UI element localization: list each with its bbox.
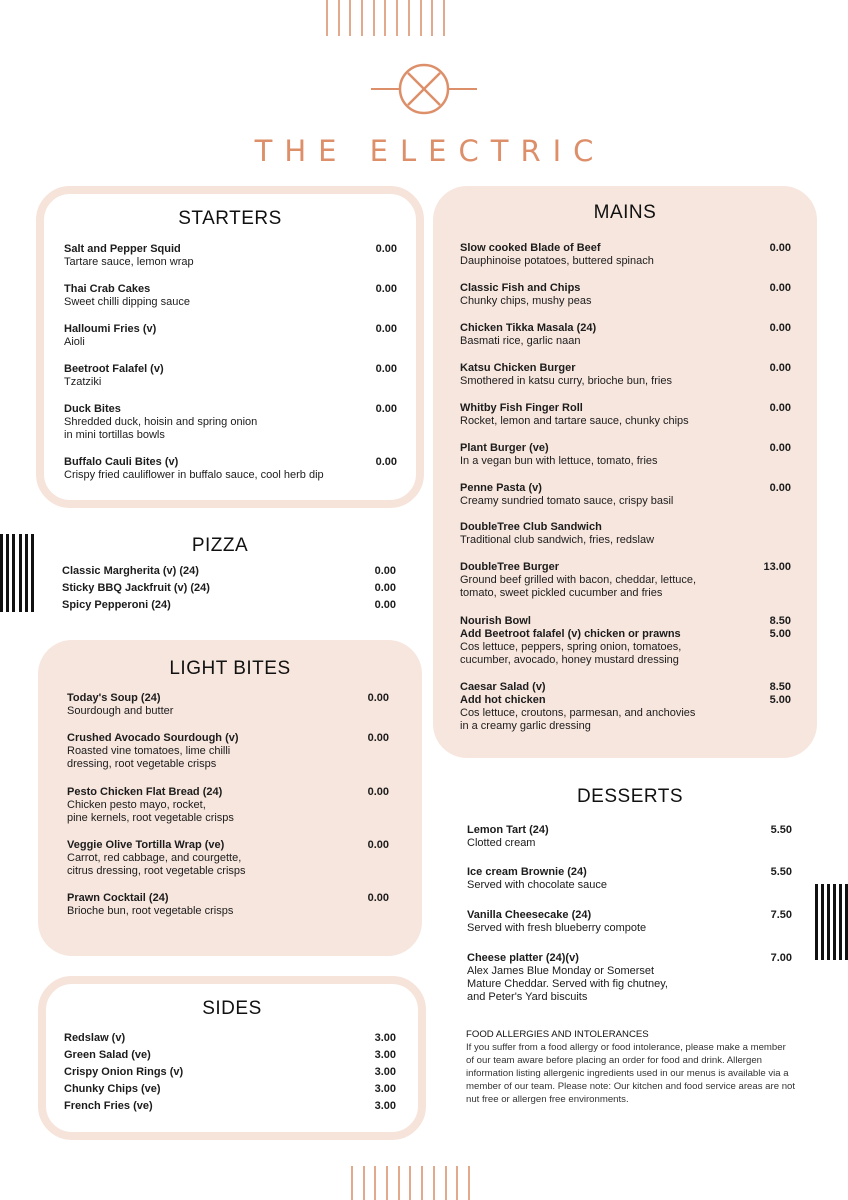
menu-item-name: Duck Bites [64, 403, 121, 415]
menu-item-name: Plant Burger (ve) [460, 442, 549, 454]
menu-item-description: Served with chocolate sauce [467, 879, 608, 891]
menu-item-name: Slow cooked Blade of Beef [460, 242, 601, 254]
allergy-heading: FOOD ALLERGIES AND INTOLERANCES [466, 1029, 649, 1040]
menu-item [467, 824, 549, 850]
menu-item-name: French Fries (ve) [64, 1100, 153, 1112]
menu-item [460, 402, 689, 428]
menu-item-price: 0.00 [374, 565, 396, 577]
menu-item-name: Vanilla Cheesecake (24) [467, 909, 592, 921]
menu-item-description: Creamy sundried tomato sauce, crispy basil [460, 495, 674, 507]
menu-item-price: 0.00 [367, 732, 389, 744]
menu-item-description: Carrot, red cabbage, and courgette, citrus dressing, root vegetable crisps [67, 852, 246, 877]
mains-title: MAINS [593, 202, 657, 223]
allergy-notice [466, 1028, 796, 1106]
menu-item-name: Ice cream Brownie (24) [467, 866, 587, 878]
menu-item-description: Served with fresh blueberry compote [467, 922, 647, 934]
menu-item-price: 0.00 [375, 323, 397, 335]
menu-item [467, 952, 668, 1004]
menu-item [64, 323, 156, 349]
menu-item-price: 0.00 [375, 363, 397, 375]
menu-item-price: 3.00 [374, 1066, 396, 1078]
menu-item-name: Halloumi Fries (v) [64, 323, 157, 335]
sides-title: SIDES [202, 998, 262, 1019]
menu-item-price: 0.00 [769, 362, 791, 374]
allergy-body: If you suffer from a food allergy or food intolerance, please make a member of our team aware before placing an order for food and drink. Allergen information listing allergenic ingredients used in our menus is available via a member of our team. Please note: Our kitchen and food service areas are not nut free or allergen free environments. [466, 1042, 796, 1105]
menu-item-price: 7.50 [770, 909, 792, 921]
menu-item [64, 456, 324, 482]
menu-item [64, 1032, 125, 1045]
left-stripes-decoration [0, 534, 34, 612]
menu-item-name: Green Salad (ve) [64, 1049, 151, 1061]
menu-item-price: 3.00 [374, 1100, 396, 1112]
mains-panel [433, 186, 817, 758]
menu-item-description: Basmati rice, garlic naan [460, 335, 581, 347]
menu-item-price: 3.00 [374, 1083, 396, 1095]
menu-item-description: Brioche bun, root vegetable crisps [67, 905, 234, 917]
menu-item [460, 561, 696, 600]
menu-item-description: Smothered in katsu curry, brioche bun, fries [460, 375, 672, 387]
menu-item-name: Redslaw (v) [64, 1032, 126, 1044]
menu-item-name: DoubleTree Burger [460, 561, 560, 573]
menu-item [64, 1049, 151, 1062]
brand-name: THE ELECTRIC [254, 134, 606, 168]
menu-item-price: 0.00 [769, 242, 791, 254]
menu-item-name: Lemon Tart (24) [467, 824, 549, 836]
menu-item-description: Cos lettuce, croutons, parmesan, and anchovies in a creamy garlic dressing [460, 707, 696, 732]
top-stripes-decoration [326, 0, 445, 36]
menu-item-description: Chunky chips, mushy peas [460, 295, 592, 307]
menu-item-description: Sourdough and butter [67, 705, 174, 717]
menu-item-description: Tartare sauce, lemon wrap [64, 256, 194, 268]
menu-item [460, 282, 591, 308]
menu-item [460, 362, 672, 388]
menu-item-price: 0.00 [375, 456, 397, 468]
menu-item-price: 8.50 5.00 [769, 681, 791, 706]
menu-item [64, 363, 164, 389]
menu-item-name: Classic Fish and Chips [460, 282, 581, 294]
menu-item [460, 322, 596, 348]
menu-item-description: In a vegan bun with lettuce, tomato, fries [460, 455, 658, 467]
menu-item-name: Sticky BBQ Jackfruit (v) (24) [62, 582, 210, 594]
menu-item-name: Crispy Onion Rings (v) [64, 1066, 184, 1078]
menu-item-name: Today's Soup (24) [67, 692, 161, 704]
menu-item-name: Pesto Chicken Flat Bread (24) [67, 786, 223, 798]
menu-item-description: Clotted cream [467, 837, 536, 849]
menu-item-description: Sweet chilli dipping sauce [64, 296, 190, 308]
menu-item-name: DoubleTree Club Sandwich [460, 521, 602, 533]
menu-item [460, 482, 673, 508]
menu-item-description: Cos lettuce, peppers, spring onion, tomatoes, cucumber, avocado, honey mustard dressing [460, 641, 682, 666]
menu-item [62, 565, 199, 578]
menu-item-name: Caesar Salad (v) Add hot chicken [460, 681, 546, 706]
menu-item-description: Traditional club sandwich, fries, redslaw [460, 534, 655, 546]
menu-item-price: 0.00 [367, 839, 389, 851]
menu-item-description: Alex James Blue Monday or Somerset Mature Cheddar. Served with fig chutney, and Peter's Yard biscuits [467, 965, 668, 1003]
menu-item [64, 1100, 153, 1113]
menu-item [62, 582, 210, 595]
menu-item-name: Chicken Tikka Masala (24) [460, 322, 597, 334]
menu-item-price: 0.00 [769, 482, 791, 494]
desserts-title: DESSERTS [576, 786, 684, 807]
menu-item-price: 3.00 [374, 1032, 396, 1044]
menu-item-description: Tzatziki [64, 376, 102, 388]
menu-item [67, 892, 233, 918]
menu-item-name: Crushed Avocado Sourdough (v) [67, 732, 239, 744]
menu-item [64, 1066, 183, 1079]
menu-item-description: Chicken pesto mayo, rocket, pine kernels, root vegetable crisps [67, 799, 234, 824]
menu-item-description: Rocket, lemon and tartare sauce, chunky chips [460, 415, 689, 427]
menu-item-price: 5.50 [770, 824, 792, 836]
menu-item-price: 0.00 [375, 243, 397, 255]
menu-item-name: Buffalo Cauli Bites (v) [64, 456, 179, 468]
menu-item-price: 0.00 [374, 599, 396, 611]
menu-item [67, 692, 173, 718]
menu-item-name: Salt and Pepper Squid [64, 243, 181, 255]
menu-item-price: 8.50 5.00 [769, 615, 791, 640]
menu-item [460, 521, 654, 547]
menu-item-name: Nourish Bowl Add Beetroot falafel (v) chicken or prawns [460, 615, 681, 640]
menu-item-price: 0.00 [375, 283, 397, 295]
menu-item-description: Crispy fried cauliflower in buffalo sauce, cool herb dip [64, 469, 324, 481]
menu-item-name: Spicy Pepperoni (24) [62, 599, 171, 611]
brand-logo-icon [371, 62, 477, 116]
starters-title: STARTERS [178, 208, 282, 229]
menu-item-name: Veggie Olive Tortilla Wrap (ve) [67, 839, 225, 851]
menu-item-name: Katsu Chicken Burger [460, 362, 576, 374]
menu-item [64, 283, 190, 309]
light-bites-title: LIGHT BITES [169, 658, 291, 679]
menu-item-price: 0.00 [769, 442, 791, 454]
menu-item [64, 1083, 161, 1096]
menu-item [460, 615, 681, 667]
menu-item [62, 599, 171, 612]
menu-item [67, 786, 234, 825]
menu-item-description: Roasted vine tomatoes, lime chilli dressing, root vegetable crisps [67, 745, 231, 770]
menu-item-price: 5.50 [770, 866, 792, 878]
menu-item-name: Thai Crab Cakes [64, 283, 151, 295]
menu-item-price: 7.00 [770, 952, 792, 964]
pizza-title: PIZZA [191, 535, 249, 556]
menu-item [64, 243, 194, 269]
menu-item-price: 0.00 [769, 322, 791, 334]
menu-item [467, 866, 607, 892]
menu-item-description: Aioli [64, 336, 85, 348]
menu-item-name: Prawn Cocktail (24) [67, 892, 169, 904]
bottom-stripes-decoration [351, 1166, 470, 1200]
menu-item-price: 0.00 [367, 892, 389, 904]
menu-item-description: Shredded duck, hoisin and spring onion in mini tortillas bowls [64, 416, 258, 441]
menu-item-price: 0.00 [367, 786, 389, 798]
menu-item-price: 0.00 [374, 582, 396, 594]
menu-item-name: Beetroot Falafel (v) [64, 363, 164, 375]
menu-item-name: Chunky Chips (ve) [64, 1083, 161, 1095]
menu-item [467, 909, 646, 935]
menu-item-name: Whitby Fish Finger Roll [460, 402, 583, 414]
menu-item-price: 0.00 [769, 402, 791, 414]
menu-item [460, 681, 695, 733]
menu-item-description: Ground beef grilled with bacon, cheddar, lettuce, tomato, sweet pickled cucumber and fries [460, 574, 697, 599]
menu-item-name: Classic Margherita (v) (24) [62, 565, 199, 577]
menu-item-name: Penne Pasta (v) [460, 482, 542, 494]
menu-item [460, 442, 658, 468]
menu-item [67, 839, 246, 878]
menu-item-price: 0.00 [769, 282, 791, 294]
menu-item-price: 13.00 [763, 561, 791, 573]
menu-item [67, 732, 239, 771]
menu-item-price: 3.00 [374, 1049, 396, 1061]
menu-item [460, 242, 654, 268]
menu-item-description: Dauphinoise potatoes, buttered spinach [460, 255, 654, 267]
menu-item-price: 0.00 [367, 692, 389, 704]
menu-item-name: Cheese platter (24)(v) [467, 952, 579, 964]
menu-item-price: 0.00 [375, 403, 397, 415]
right-stripes-decoration [815, 884, 848, 960]
menu-item [64, 403, 257, 442]
